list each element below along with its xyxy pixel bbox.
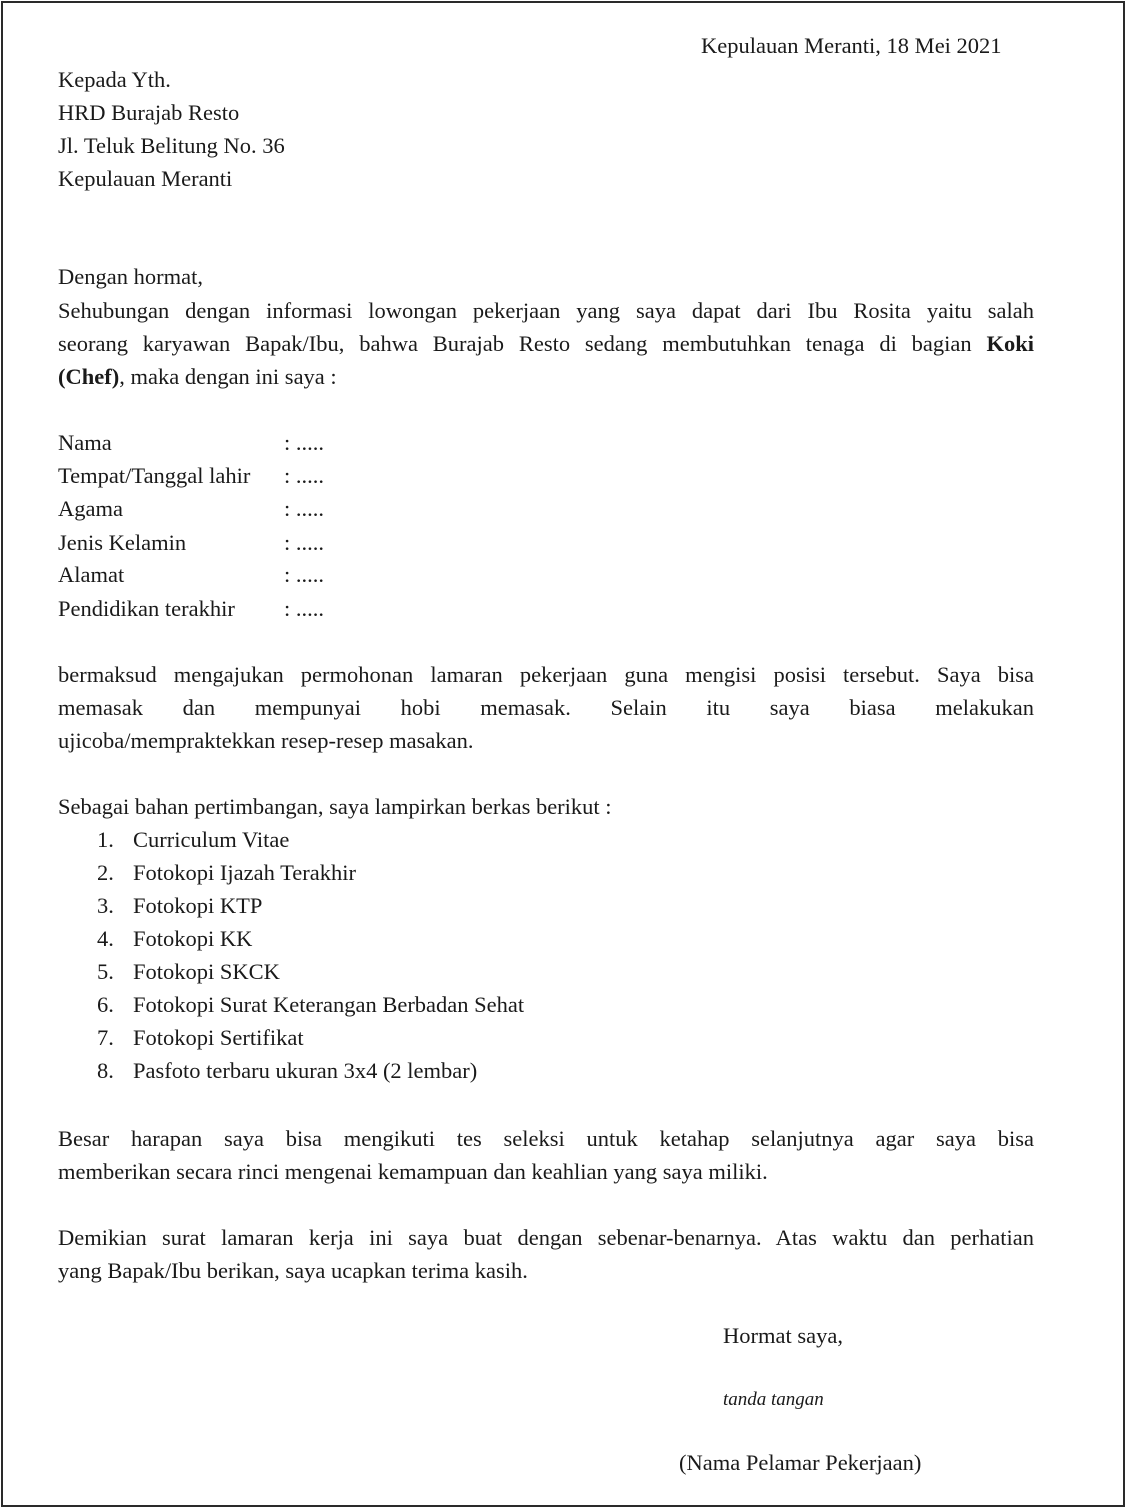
list-item-text: Fotokopi Sertifikat [133,1025,304,1050]
field-value: : ..... [284,530,325,555]
field-label: Nama [58,430,112,455]
list-item-text: Fotokopi KK [133,926,253,951]
list-item-number: 3. [97,893,114,918]
recipient-line-1: Kepada Yth. [58,67,171,92]
list-item-number: 1. [97,827,114,852]
list-item-text: Pasfoto terbaru ukuran 3x4 (2 lembar) [133,1058,478,1083]
purpose-paragraph [58,658,1034,758]
hope-line-1: Besar harapan saya bisa mengikuti tes seleksi untuk ketahap selanjutnya agar saya bisa [58,1126,1034,1151]
attachments-intro: Sebagai bahan pertimbangan, saya lampirkan berkas berikut : [58,794,612,819]
field-label: Alamat [58,562,125,587]
list-item-text: Fotokopi Ijazah Terakhir [133,860,356,885]
field-label: Tempat/Tanggal lahir [58,463,251,488]
intro-paragraph [58,294,1034,394]
recipient-line-4: Kepulauan Meranti [58,166,233,191]
closing-line-1: Demikian surat lamaran kerja ini saya buat dengan sebenar-benarnya. Atas waktu dan perhatian [58,1225,1034,1250]
salutation: Dengan hormat, [58,264,203,289]
list-item-number: 5. [97,959,114,984]
intro-line-2-text: seorang karyawan Bapak/Ibu, bahwa Burajab Resto sedang membutuhkan tenaga di bagian [58,331,987,357]
purpose-line-1: bermaksud mengajukan permohonan lamaran pekerjaan guna mengisi posisi tersebut. Saya bisa [58,662,1034,687]
list-item-number: 2. [97,860,114,885]
list-item-text: Fotokopi Surat Keterangan Berbadan Sehat [133,992,525,1017]
list-item-text: Fotokopi KTP [133,893,263,918]
purpose-line-3: ujicoba/mempraktekkan resep-resep masakan. [58,728,474,754]
intro-line-2 [58,327,1034,360]
date-line: Kepulauan Meranti, 18 Mei 2021 [701,33,1002,58]
field-value: : ..... [284,463,325,488]
purpose-line-2: memasak dan mempunyai hobi memasak. Selain itu saya biasa melakukan [58,695,1034,721]
list-item-number: 7. [97,1025,114,1050]
list-item-text: Curriculum Vitae [133,827,290,852]
field-label: Jenis Kelamin [58,530,187,555]
intro-position-koki: Koki [986,331,1034,357]
signature-name: (Nama Pelamar Pekerjaan) [679,1450,922,1475]
field-value: : ..... [284,562,325,587]
signature-greeting: Hormat saya, [723,1323,843,1348]
list-item-number: 4. [97,926,114,951]
hope-line-2: memberikan secara rinci mengenai kemampuan dan keahlian yang saya miliki. [58,1159,768,1185]
signature-placeholder: tanda tangan [723,1389,824,1410]
field-label: Pendidikan terakhir [58,596,235,621]
field-value: : ..... [284,430,325,455]
field-value: : ..... [284,596,325,621]
intro-line-3-text: , maka dengan ini saya : [119,364,337,390]
recipient-line-3: Jl. Teluk Belitung No. 36 [58,133,285,158]
field-label: Agama [58,496,123,521]
field-value: : ..... [284,496,325,521]
list-item-text: Fotokopi SKCK [133,959,280,984]
list-item-number: 8. [97,1058,114,1083]
intro-line-1: Sehubungan dengan informasi lowongan pekerjaan yang saya dapat dari Ibu Rosita yaitu salah [58,298,1034,323]
list-item-number: 6. [97,992,114,1017]
closing-paragraph [58,1221,1034,1287]
intro-line-3 [58,360,1034,393]
recipient-line-2: HRD Burajab Resto [58,100,240,125]
hope-paragraph [58,1122,1034,1188]
intro-position-chef: (Chef) [58,364,120,390]
closing-line-2: yang Bapak/Ibu berikan, saya ucapkan terima kasih. [58,1258,528,1284]
